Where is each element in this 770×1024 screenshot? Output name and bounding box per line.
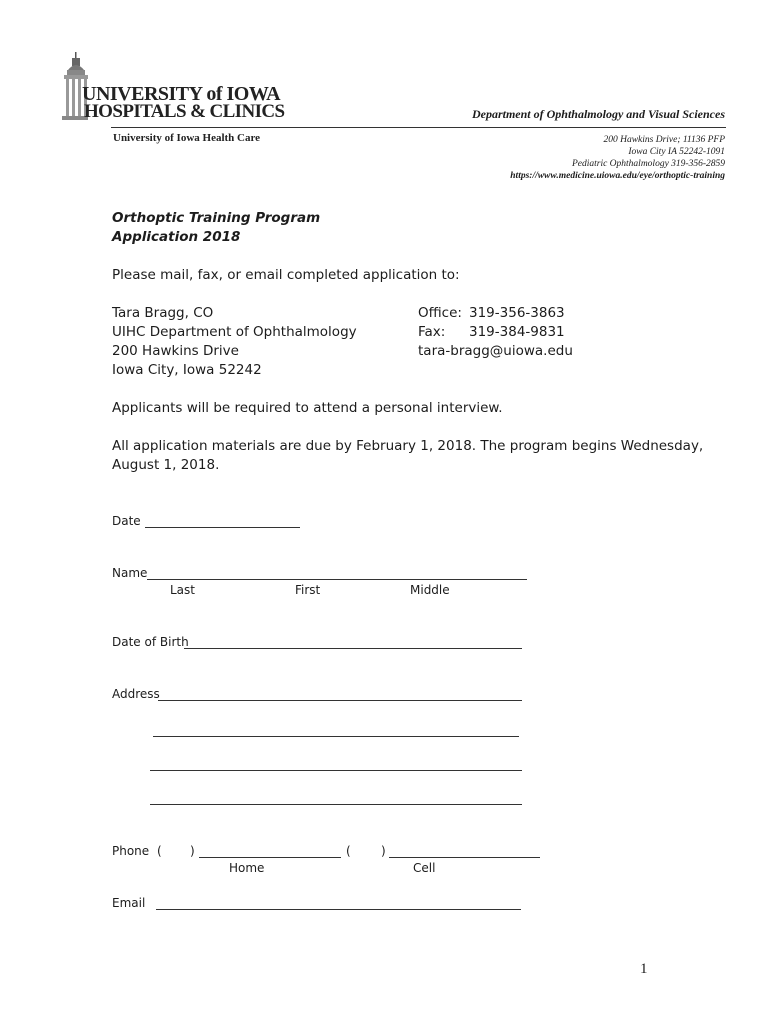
phone-label: Phone [112, 844, 150, 858]
contact-city: Iowa City, Iowa 52242 [112, 362, 262, 378]
cell-area-code-close: ) [381, 844, 386, 858]
address-field-line-3[interactable] [150, 770, 522, 771]
name-sublabel-first: First [295, 583, 321, 597]
address-label: Address [112, 687, 160, 701]
name-label: Name [112, 566, 148, 580]
email-field[interactable] [156, 909, 521, 910]
program-title: Orthoptic Training Program [112, 210, 321, 226]
page-number: 1 [640, 961, 648, 977]
email-label: Email [112, 896, 146, 910]
program-subtitle: Application 2018 [112, 229, 241, 245]
department-name: Department of Ophthalmology and Visual Sciences [471, 107, 725, 121]
phone-line: Pediatric Ophthalmology 319-356-2859 [571, 159, 725, 169]
logo-wordmark-hospitals: HOSPITALS & CLINICS [84, 101, 285, 122]
name-field[interactable] [147, 579, 527, 580]
interview-note: Applicants will be required to attend a personal interview. [112, 400, 503, 416]
date-label: Date [112, 514, 141, 528]
office-label: Office: [418, 305, 462, 321]
address-line: Iowa City IA 52242-1091 [628, 147, 725, 157]
date-field[interactable] [145, 527, 300, 528]
deadline-note: All application materials are due by February 1, 2018. The program begins Wednesday, [112, 438, 704, 454]
health-care-label: University of Iowa Health Care [113, 132, 261, 144]
address-field-line-2[interactable] [153, 736, 519, 737]
letterhead-divider [111, 127, 726, 128]
website-link[interactable]: https://www.medicine.uiowa.edu/eye/orthoptic-training [510, 171, 725, 181]
address-line: 200 Hawkins Drive; 11136 PFP [603, 135, 725, 145]
fax-number: 319-384-9831 [469, 324, 565, 340]
cell-area-code-open: ( [346, 844, 351, 858]
phone-sublabel-home: Home [229, 861, 265, 875]
cell-phone-field[interactable] [389, 857, 540, 858]
name-sublabel-middle: Middle [410, 583, 450, 597]
address-field-line-4[interactable] [150, 804, 522, 805]
dob-label: Date of Birth [112, 635, 189, 649]
home-area-code-close: ) [190, 844, 195, 858]
contact-name: Tara Bragg, CO [112, 305, 214, 321]
contact-street: 200 Hawkins Drive [112, 343, 239, 359]
logo-wordmark-university: UNIVERSITY of IOWA [82, 83, 281, 105]
contact-department: UIHC Department of Ophthalmology [112, 324, 357, 340]
fax-label: Fax: [418, 324, 446, 340]
dob-field[interactable] [184, 648, 522, 649]
home-phone-field[interactable] [199, 857, 341, 858]
phone-sublabel-cell: Cell [413, 861, 436, 875]
instructions-text: Please mail, fax, or email completed application to: [112, 267, 460, 283]
name-sublabel-last: Last [170, 583, 195, 597]
contact-email[interactable]: tara-bragg@uiowa.edu [418, 343, 573, 359]
address-field-line-1[interactable] [158, 700, 522, 701]
home-area-code-open: ( [157, 844, 162, 858]
deadline-note-cont: August 1, 2018. [112, 457, 220, 473]
office-number: 319-356-3863 [469, 305, 565, 321]
